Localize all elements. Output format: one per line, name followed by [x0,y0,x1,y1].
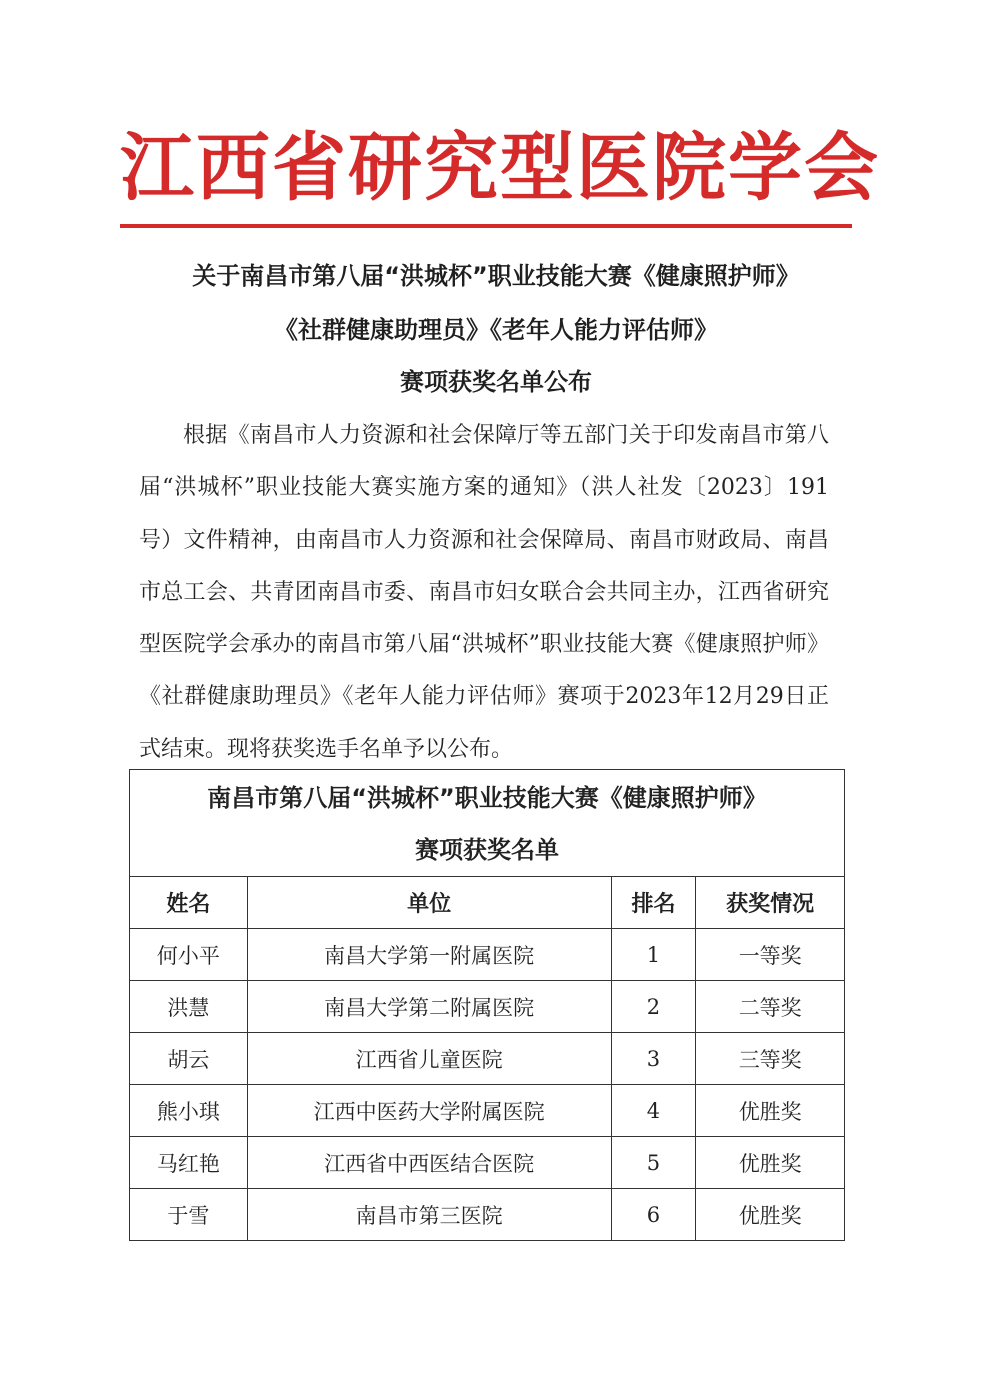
cell-award: 优胜奖 [696,1137,845,1189]
cell-unit: 南昌市第三医院 [247,1189,611,1241]
table-caption [130,770,845,877]
table-row [130,1137,845,1189]
table-caption-line1: 南昌市第八届“洪城杯”职业技能大赛《健康照护师》 [207,784,767,812]
cell-unit: 江西中医药大学附属医院 [247,1085,611,1137]
cell-rank: 1 [611,929,696,981]
table-row [130,1033,845,1085]
cell-name: 何小平 [130,929,248,981]
column-header-rank: 排名 [611,877,696,929]
letterhead-org-name: 江西省研究型医院学会 [120,125,880,211]
cell-name: 马红艳 [130,1137,248,1189]
cell-name: 熊小琪 [130,1085,248,1137]
cell-unit: 南昌大学第二附属医院 [247,981,611,1033]
notice-title-line2: 《社群健康助理员》《老年人能力评估师》 [274,316,718,344]
column-header-unit: 单位 [247,877,611,929]
notice-body: 根据《南昌市人力资源和社会保障厅等五部门关于印发南昌市第八届“洪城杯”职业技能大赛实施方案的通知》（洪人社发〔2023〕191号）文件精神，由南昌市人力资源和社会保障局、南昌市财政局、南昌市总工会、共青团南昌市委、南昌市妇女联合会共同主办，江西省研究型医院学会承办的南昌市第八届“洪城杯”职业技能大赛《健康照护师》《社群健康助理员》《老年人能力评估师》赛项于2023年12月29日正式结束。现将获奖选手名单予以公布。 [139,423,829,762]
cell-award: 三等奖 [696,1033,845,1085]
column-header-award: 获奖情况 [696,877,845,929]
cell-award: 优胜奖 [696,1085,845,1137]
cell-rank: 4 [611,1085,696,1137]
column-header-name: 姓名 [130,877,248,929]
cell-rank: 5 [611,1137,696,1189]
cell-rank: 3 [611,1033,696,1085]
cell-unit: 南昌大学第一附属医院 [247,929,611,981]
table-row [130,981,845,1033]
cell-award: 优胜奖 [696,1189,845,1241]
notice-title-line3: 赛项获奖名单公布 [400,368,592,396]
table-row [130,1085,845,1137]
cell-name: 于雪 [130,1189,248,1241]
cell-rank: 6 [611,1189,696,1241]
cell-name: 胡云 [130,1033,248,1085]
cell-award: 二等奖 [696,981,845,1033]
award-table [129,769,845,1241]
cell-unit: 江西省中西医结合医院 [247,1137,611,1189]
table-header-row [130,877,845,929]
table-caption-row [130,770,845,877]
table-row [130,1189,845,1241]
table-caption-line2: 赛项获奖名单 [415,836,559,864]
table-row [130,929,845,981]
cell-rank: 2 [611,981,696,1033]
letterhead-divider [120,224,852,228]
cell-unit: 江西省儿童医院 [247,1033,611,1085]
cell-award: 一等奖 [696,929,845,981]
cell-name: 洪慧 [130,981,248,1033]
notice-title-line1: 关于南昌市第八届“洪城杯”职业技能大赛《健康照护师》 [192,262,800,290]
